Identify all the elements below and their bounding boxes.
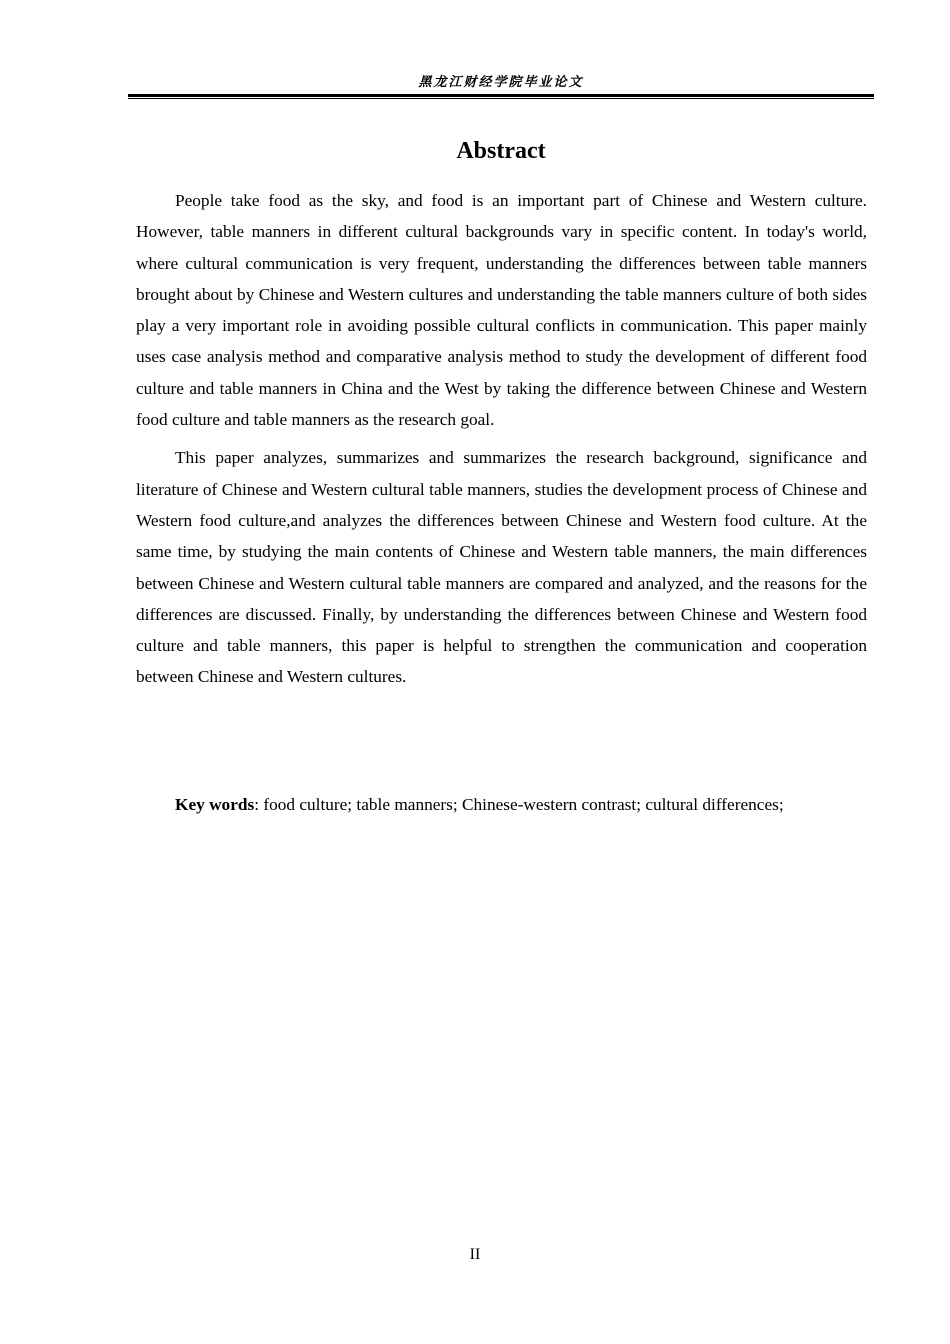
abstract-body <box>136 185 867 700</box>
page-header <box>128 74 874 99</box>
abstract-paragraph-2: This paper analyzes, summarizes and summarizes the research background, significance and literature of Chinese and Western cultural table manners, studies the development process of Chinese and Western food culture,and analyzes the differences between Chinese and Western food culture. At the same time, by studying the main contents of Chinese and Western table manners, the main differences between Chinese and Western cultural table manners are compared and analyzed, and the reasons for the differences are discussed. Finally, by understanding the differences between Chinese and Western food culture and table manners, this paper is helpful to strengthen the communication and cooperation between Chinese and Western cultures. <box>136 448 867 687</box>
abstract-title: Abstract <box>456 138 546 164</box>
page-number: II <box>469 1246 481 1263</box>
keywords-line <box>175 789 875 820</box>
keywords-label: Key words <box>175 795 255 814</box>
keywords-text: food culture; table manners; Chinese-western contrast; cultural differences; <box>259 795 784 814</box>
header-rule-thick <box>128 94 874 97</box>
abstract-paragraph-1: People take food as the sky, and food is an important part of Chinese and Western culture. However, table manners in different cultural backgrounds vary in specific content. In today's world, where cultural communication is very frequent, understanding the differences between table manners brought about by Chinese and Western cultures and understanding the table manners culture of both sides play a very important role in avoiding possible cultural conflicts in communication. This paper mainly uses case analysis method and comparative analysis method to study the development of different food culture and table manners in China and the West by taking the difference between Chinese and Western food culture and table manners as the research goal. <box>136 191 867 430</box>
header-title: 黑龙江财经学院毕业论文 <box>418 75 584 90</box>
keywords-separator: : <box>254 795 260 814</box>
header-rule-thin <box>128 98 874 99</box>
